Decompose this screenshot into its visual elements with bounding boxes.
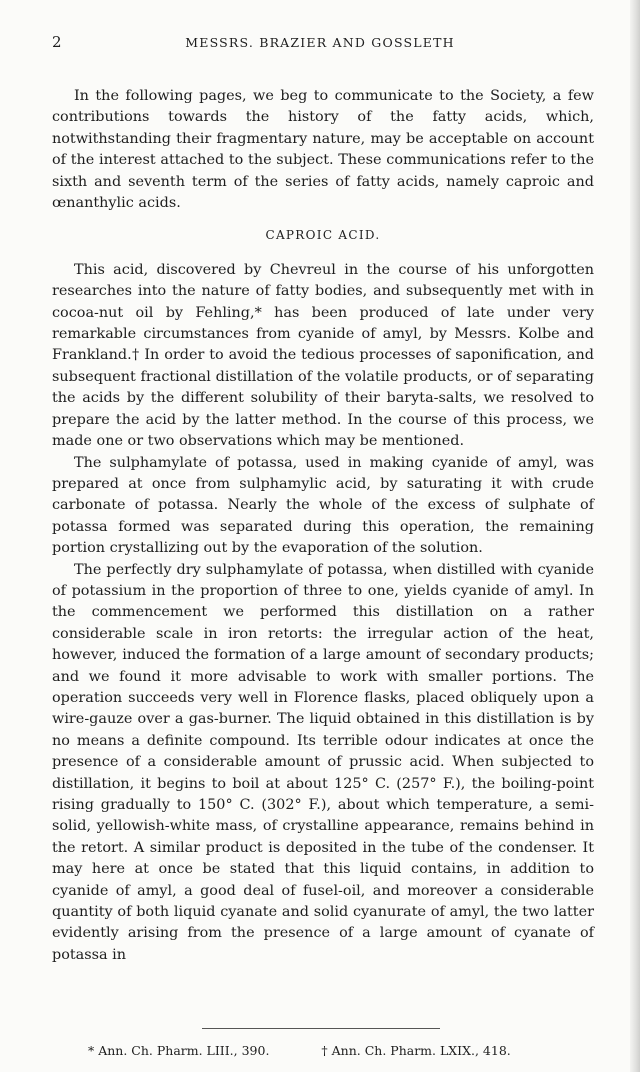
paragraph-intro: In the following pages, we beg to communicate to the Society, a few contributions towards the history of the fatty acids, which, notwithstanding their fragmentary nature, may be acceptable on account of the interest attached to the subject. These communications refer to the sixth and seventh term of the series of fatty acids, namely caproic and œnanthylic acids. [52,88,594,212]
footnote-2: † Ann. Ch. Pharm. LXIX., 418. [321,1043,511,1058]
paragraph-caproic-discovery: This acid, discovered by Chevreul in the course of his unforgotten researches into the nature of fatty bodies, and subsequently met with in cocoa-nut oil by Fehling,* has been produced of late under very remarkable circumstances from cyanide of amyl, by Messrs. Kolbe and Frankland.† In order to avoid the tedious processes of saponification, and subsequent fractional distillation of the volatile products, or of separating the acids by the different solubility of their baryta-salts, we resolved to prepare the acid by the latter method. In the course of this process, we made one or two observations which may be mentioned. [52,261,594,450]
paragraph-distillation: The perfectly dry sulphamylate of potassa, when distilled with cyanide of potassium in the proportion of three to one, yields cyanide of amyl. In the commencement we performed this distillation on a rather considerable scale in iron retorts: the irregular action of the heat, however, induced the formation of a large amount of secondary products; and we found it more advisable to work with smaller portions. The operation succeeds very well in Florence flasks, placed obliquely upon a wire-gauze over a gas-burner. The liquid obtained in this distillation is by no means a definite compound. Its terrible odour indicates at once the presence of a considerable amount of prussic acid. When subjected to distillation, it begins to boil at about 125° C. (257° F.), the boiling-point rising gradually to 150° C. (302° F.), about which temperature, a semi-solid, yellowish-white mass, of crystalline appearance, remains behind in the retort. A similar product is deposited in the tube of the condenser. It may here at once be stated that this liquid contains, in addition to cyanide of amyl, a good deal of fusel-oil, and moreover a considerable quantity of both liquid cyanate and solid cyanurate of amyl, the two latter evidently arising from the presence of a large amount of cyanate of potassa in [52,561,594,963]
footnote-divider [202,1028,440,1029]
body-text [52,86,594,966]
footnote-1: * Ann. Ch. Pharm. LIII., 390. [88,1043,270,1058]
section-heading: CAPROIC ACID. [265,228,381,243]
page-edge-shadow [630,0,640,1072]
page-number: 2 [52,33,63,51]
paragraph-sulphamylate: The sulphamylate of potassa, used in making cyanide of amyl, was prepared at once from sulphamylic acid, by saturating it with crude carbonate of potassa. Nearly the whole of the excess of sulphate of potassa formed was separated during this operation, the remaining portion crystallizing out by the evaporation of the solution. [52,454,594,557]
footnotes [88,1043,608,1058]
running-title: MESSRS. BRAZIER AND GOSSLETH [185,35,455,50]
